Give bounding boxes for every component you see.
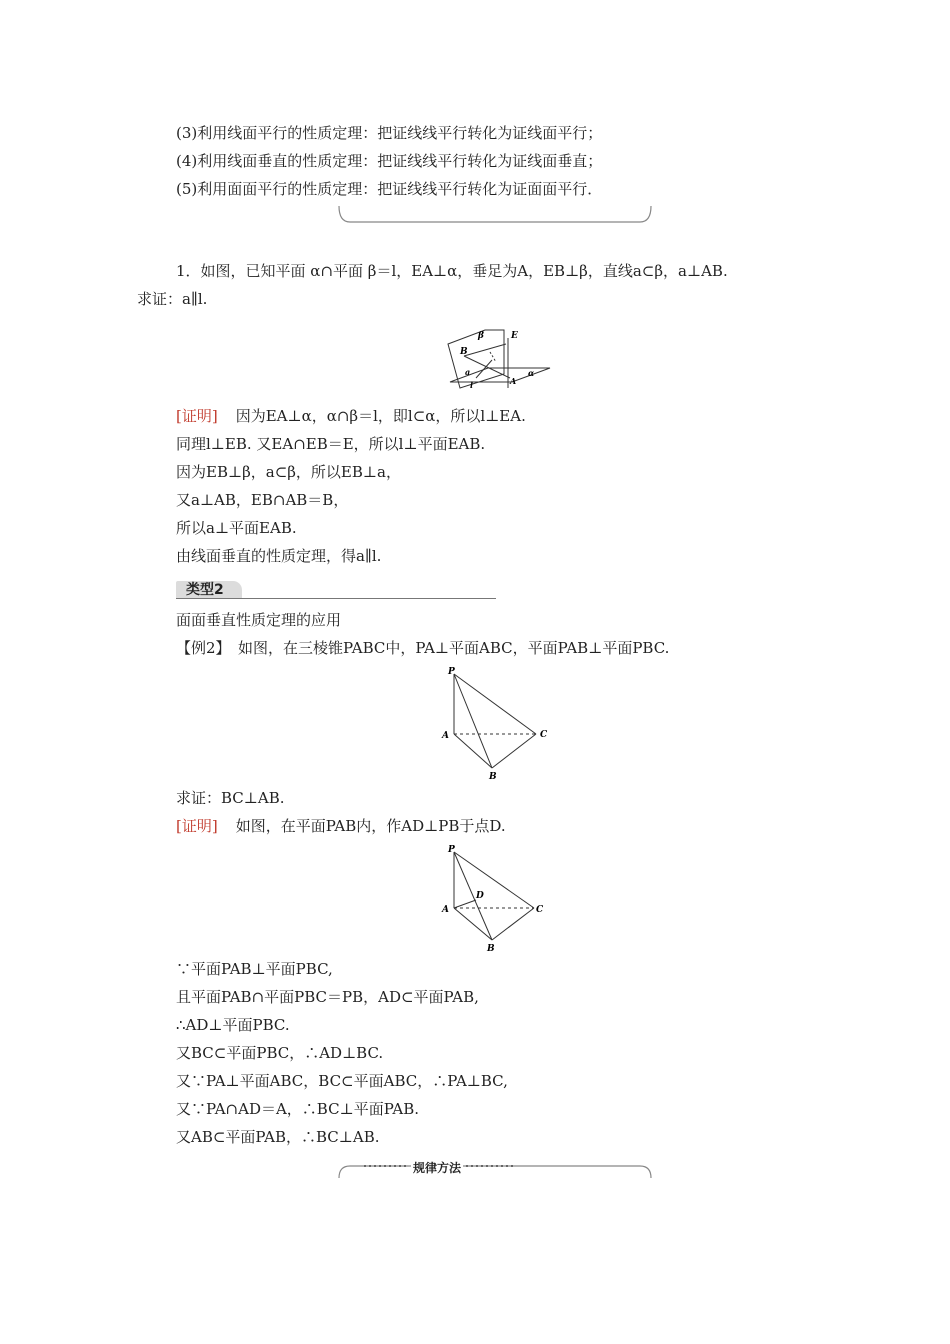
example2-proof-line: ∴AD⊥平面PBC. <box>176 1016 290 1034</box>
label-E: E <box>511 331 518 341</box>
exercise1-statement: 1．如图，已知平面 α∩平面 β＝l，EA⊥α，垂足为A，EB⊥β，直线a⊂β，a⊥AB. <box>176 262 728 280</box>
label-alpha: α <box>528 368 535 378</box>
planes-figure <box>440 322 552 392</box>
exercise1-proof-line: 同理l⊥EB. 又EA∩EB＝E，所以l⊥平面EAB. <box>176 435 486 453</box>
exercise1-proof-line: 又a⊥AB，EB∩AB＝B， <box>176 491 349 509</box>
proof-first-text: 因为EA⊥α，α∩β＝l，即l⊂α，所以l⊥EA. <box>235 407 526 425</box>
tetrahedron-figure-1 <box>440 664 552 780</box>
label-D: D <box>476 891 484 901</box>
example2-statement: 【例2】 如图，在三棱锥PABC中，PA⊥平面ABC，平面PAB⊥平面PBC. <box>176 639 670 657</box>
summary-item-3: (3)利用线面平行的性质定理：把证线线平行转化为证线面平行； <box>176 124 603 142</box>
example2-proof-line: 且平面PAB∩平面PBC＝PB，AD⊂平面PAB, <box>176 988 479 1006</box>
label-beta: β <box>478 331 484 341</box>
exercise1-proof-first <box>176 405 526 427</box>
type2-heading: 面面垂直性质定理的应用 <box>176 611 342 629</box>
summary-item-5: (5)利用面面平行的性质定理：把证线线平行转化为证面面平行． <box>176 180 603 198</box>
example2-proof-line: ∵平面PAB⊥平面PBC, <box>176 960 333 978</box>
proof-tag: [证明] <box>176 817 218 835</box>
type2-header-bar <box>176 581 496 599</box>
example2-proof-first <box>176 815 506 837</box>
method-open-bracket <box>336 1160 654 1180</box>
exercise1-proof-line: 所以a⊥平面EAB. <box>176 519 297 537</box>
label-B: B <box>489 772 497 780</box>
proof-first-text: 如图，在平面PAB内，作AD⊥PB于点D. <box>235 817 506 835</box>
label-P: P <box>448 667 455 677</box>
section-close-bracket <box>336 204 654 226</box>
label-A: A <box>510 376 517 386</box>
example2-prove: 求证：BC⊥AB. <box>176 789 285 807</box>
label-C: C <box>536 905 544 915</box>
example2-proof-line: 又BC⊂平面PBC，∴AD⊥BC. <box>176 1044 384 1062</box>
label-A: A <box>442 731 449 741</box>
type2-rule <box>176 598 496 599</box>
label-l: l <box>470 380 474 390</box>
summary-item-4: (4)利用线面垂直的性质定理：把证线线平行转化为证线面垂直； <box>176 152 603 170</box>
label-B: B <box>460 347 468 357</box>
type2-badge: 类型2 <box>186 582 224 598</box>
exercise1-proof-line: 由线面垂直的性质定理，得a∥l. <box>176 547 382 565</box>
tetrahedron-figure-2 <box>440 842 552 954</box>
method-label: 规律方法 <box>413 1161 462 1175</box>
example2-proof-line: 又∵PA⊥平面ABC，BC⊂平面ABC，∴PA⊥BC, <box>176 1072 508 1090</box>
label-B: B <box>487 944 495 954</box>
exercise1-proof-line: 因为EB⊥β，a⊂β，所以EB⊥a， <box>176 463 401 481</box>
label-a: a <box>465 367 471 377</box>
proof-tag: [证明] <box>176 407 218 425</box>
label-C: C <box>540 730 548 740</box>
exercise1-prove: 求证：a∥l. <box>137 290 208 308</box>
example2-proof-line: 又∵PA∩AD＝A，∴BC⊥平面PAB. <box>176 1100 420 1118</box>
label-A: A <box>442 905 449 915</box>
example2-proof-line: 又AB⊂平面PAB，∴BC⊥AB. <box>176 1128 380 1146</box>
label-P: P <box>448 845 455 855</box>
